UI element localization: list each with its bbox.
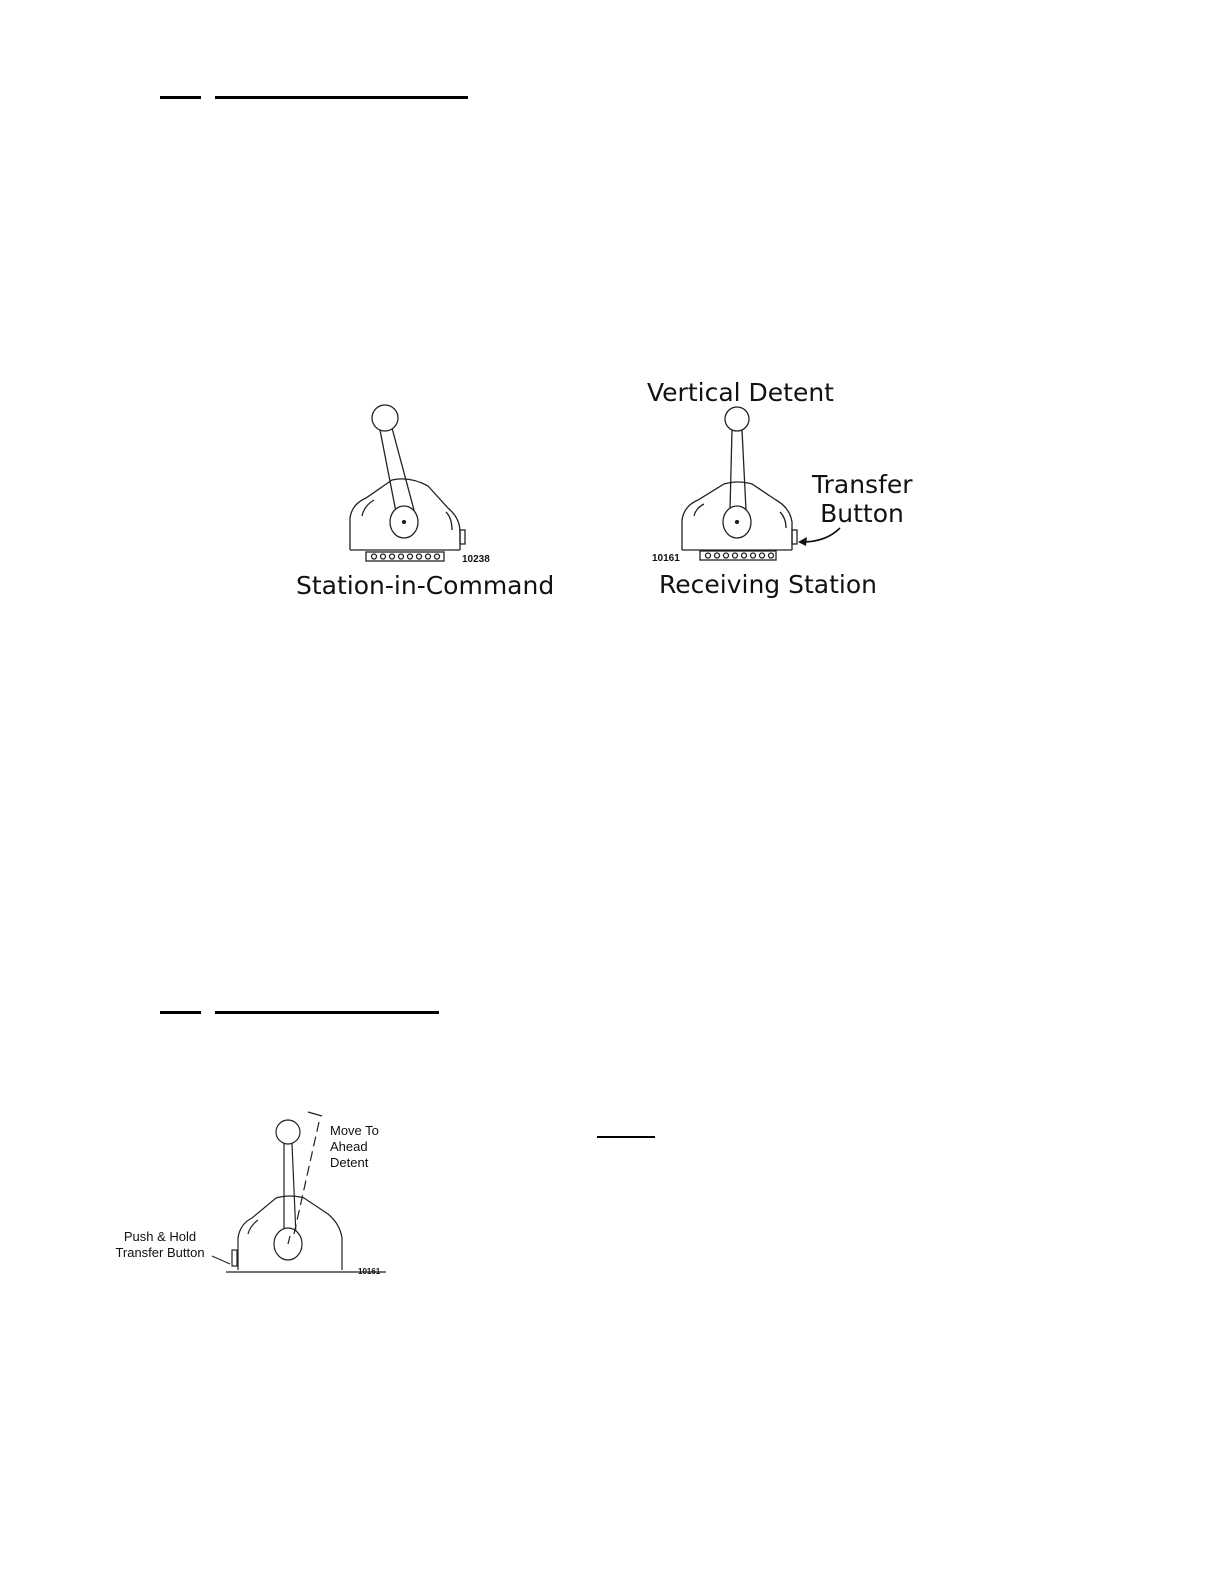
section2-heading-rule-short [160, 1011, 201, 1014]
figure-number-10161-dash: 10161- [358, 1267, 383, 1276]
station-in-command-illustration [340, 400, 470, 565]
vertical-detent-label: Vertical Detent [647, 378, 834, 407]
push-hold-leader-line [210, 1254, 234, 1268]
underline-rule [597, 1136, 655, 1138]
move-to-line2: Ahead [330, 1139, 368, 1154]
push-hold-label [108, 1229, 212, 1261]
section2-heading-rule-long [215, 1011, 439, 1014]
receiving-station-caption: Receiving Station [659, 570, 877, 599]
section1-heading-rule-long [215, 96, 468, 99]
move-to-label [330, 1123, 379, 1171]
section1-heading-rule-short [160, 96, 201, 99]
move-to-line3: Detent [330, 1155, 369, 1170]
push-hold-line1: Push & Hold [123, 1229, 197, 1244]
receiving-station-illustration [676, 404, 806, 564]
station-in-command-caption: Station-in-Command [296, 571, 555, 600]
push-hold-line2: Transfer Button [115, 1245, 205, 1260]
move-to-line1: Move To [330, 1123, 379, 1138]
figure-number-10161: 10161 [652, 553, 680, 564]
transfer-label-line2: Button [820, 499, 904, 528]
figure-number-10238: 10238 [462, 554, 490, 565]
transfer-label-line1: Transfer [812, 470, 913, 499]
